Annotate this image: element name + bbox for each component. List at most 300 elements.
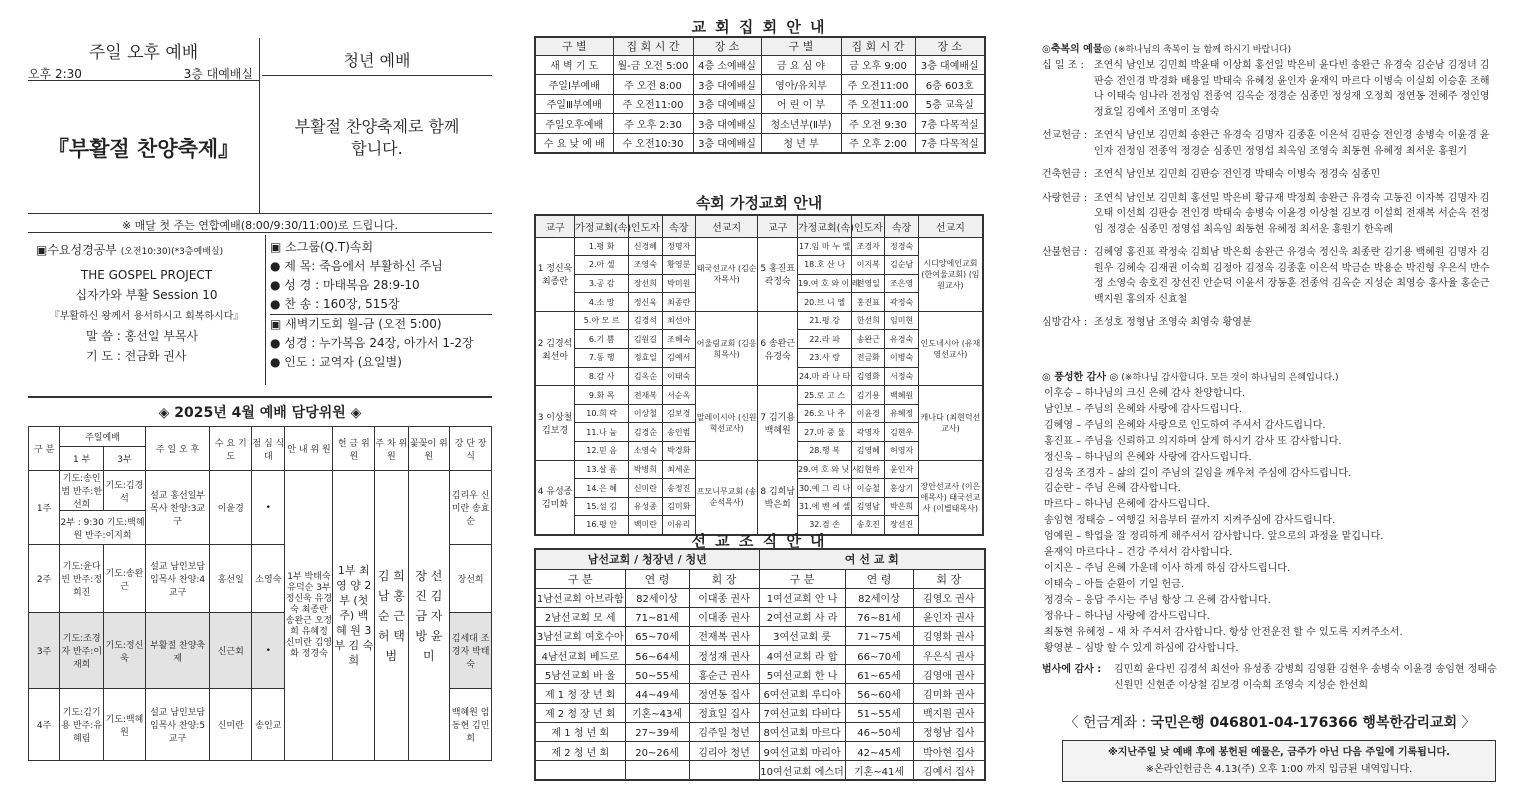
table-cell: 이유리 (662, 516, 695, 535)
table-cell: 김현하 (852, 460, 885, 479)
table-cell: 김미화 (662, 497, 695, 516)
table-cell: 청소년부(Ⅱ부) (761, 114, 841, 134)
table-cell: 최종란 (662, 293, 695, 312)
table-cell: 어 린 이 부 (761, 94, 841, 114)
table-cell: 이상철 (629, 404, 662, 423)
table-cell: 주 오전11:00 (613, 94, 693, 114)
table-cell: 최세운 (662, 460, 695, 479)
table-cell: 전금화 (852, 349, 885, 368)
offering-label: 십 일 조 : (1042, 60, 1084, 71)
thanks-item: 홍진표 – 주님을 신뢰하고 의지하며 살게 하시기 감사 또 감사합니다. (1044, 435, 1342, 447)
duty-cell: 김세대 조경자 박태숙 (450, 613, 492, 689)
table-cell: 2남선교회 모 세 (535, 607, 625, 626)
table-cell: 4층 소예배실 (693, 55, 761, 75)
table-cell: 2여선교회 사 라 (759, 607, 845, 626)
thanks-subtitle: (※하나님 감사합니다. 모든 것이 하나님의 은혜입니다.) (1121, 373, 1339, 383)
table-cell: 8.감 사 (575, 367, 629, 386)
offering-names: 김혜영 홍진표 곽정숙 김희남 박은희 송완근 유경숙 정신욱 최종란 김기용 백혜원 김명자 김원우 김혜숙 김재권 이숙희 김정아 김정옥 김종훈 이은석 박금순 박용순 박진형 우은식 반수정 소영숙 송호진 장선진 안순덕 이윤서 장동훈 전종억 김옥순 지성순 최영승 홍사율 홍순근 백지원 홍의자 신효철 (1094, 247, 1490, 305)
table-cell: 6.기 쁨 (575, 330, 629, 349)
duty-cell: 장선희 (450, 545, 492, 613)
table-cell: 전재복 (629, 386, 662, 405)
thanks-item: 최동현 유혜정 – 새 차 주셔서 감사합니다. 항상 안전운전 할 수 있도록 지켜주소서. (1044, 626, 1403, 638)
table-cell: 정효일 (629, 349, 662, 368)
table-cell: 주 오후 2:30 (613, 114, 693, 134)
thanks-item: 이태숙 – 아들 순환이 기일 헌금. (1044, 578, 1184, 590)
table-cell: 여 선 교 회 (759, 549, 985, 569)
table-cell: 1여선교회 안 나 (759, 588, 845, 607)
duty-cell: • (252, 613, 285, 689)
table-cell: 구 별 (535, 37, 613, 55)
table-cell: 김영애 권사 (913, 665, 985, 684)
offering-row (1042, 245, 1497, 307)
wed-line3: 『부활하신 왕께서 용서하시고 회복하시다』 (49, 311, 244, 322)
table-cell: 소영숙 (629, 442, 662, 461)
table-cell: 3층 대예배실 (693, 75, 761, 95)
table-cell: 장선진 (885, 516, 918, 535)
dawn-lead: ● 인도 : 교역자 (요일별) (270, 355, 402, 369)
table-cell: 이태숙 (662, 367, 695, 386)
table-cell: 7 김기용 백혜원 (758, 386, 798, 460)
duty-header: 3부 (104, 447, 146, 471)
table-cell: 주일오후예배 (535, 114, 613, 134)
thanks-item: 마르다 – 하나님 은혜에 감사드립니다. (1044, 499, 1210, 511)
week-1: 1주 (29, 471, 60, 545)
dawn-title: ▣ 새벽기도회 월-금 (오전 5:00) (270, 317, 442, 331)
table-cell: 선교지 (918, 215, 983, 237)
duty-cell: 기도:송완근 (104, 545, 146, 613)
table-cell: 이병숙 (885, 349, 918, 368)
table-cell: 전재복 권사 (689, 626, 759, 645)
table-cell: 정형남 집사 (913, 722, 985, 741)
duty-cell: 김리우 신미란 송효순 (450, 471, 492, 545)
table-cell: 56~60세 (845, 684, 913, 703)
table-cell: 월-금 오전 5:00 (613, 55, 693, 75)
offering-row (1042, 167, 1497, 183)
table-cell: 김원길 (629, 330, 662, 349)
wed-pray: 기 도 : 전금화 권사 (86, 349, 187, 363)
table-cell: 3층 대예배실 (693, 114, 761, 134)
table-cell: 조경자 (852, 237, 885, 256)
table-cell: 김리아 청년 (689, 742, 759, 761)
duty-cell: 기도:정신욱 (104, 613, 146, 689)
table-cell: 46~50세 (845, 722, 913, 741)
table-cell: 장 소 (915, 37, 985, 55)
table-cell: 새 벽 기 도 (535, 55, 613, 75)
table-cell: 김영화 권사 (913, 626, 985, 645)
table-cell: 65~70세 (625, 626, 689, 645)
thanks-item: 김순란 – 주님 은혜 감사합니다. (1044, 483, 1181, 495)
table-cell: 7여선교회 다비다 (759, 703, 845, 722)
table-cell: 김영화 (852, 367, 885, 386)
table-cell: 이대종 권사 (689, 588, 759, 607)
table-cell: 청 년 부 (761, 133, 841, 153)
table-cell: 김현우 (885, 423, 918, 442)
table-cell: 허영자 (885, 442, 918, 461)
table-cell: 20.브 니 엘 (797, 293, 851, 312)
table-cell: 홍상기 (885, 479, 918, 498)
table-cell: 송인범 (662, 423, 695, 442)
bapsa-text: 김민희 윤다빈 김경석 최선아 유성종 강병희 김영환 김현우 송병숙 이윤경 송임현 정태승 신원민 신현준 이상철 김보경 이숙희 조영숙 지성순 한선희 (1114, 664, 1497, 691)
duty-header: 주 차 위 원 (375, 427, 408, 471)
table-cell: 김순남 (885, 256, 918, 275)
table-cell: 정성재 권사 (689, 646, 759, 665)
table-cell: 송완근 (852, 330, 885, 349)
account-line (1060, 712, 1480, 732)
usher-cell: 1부 박태숙 유덕순 3부 정신욱 유경숙 최종란 송완근 오정희 유혜정 신미란 김영화 정경숙 (285, 471, 333, 761)
table-cell: 주 오전11:00 (841, 75, 915, 95)
table-cell: 백혜원 (885, 386, 918, 405)
table-cell: 71~81세 (625, 607, 689, 626)
table-cell: 8여선교회 마르다 (759, 722, 845, 741)
thanks-item: 황영분 – 심방 할 수 있게 하심에 감사합니다. (1044, 642, 1239, 654)
duty-cell: 부활절 찬양축제 (145, 613, 210, 689)
table-cell: 42~45세 (845, 742, 913, 761)
pm-worship-title: 주일 오후 예배 (88, 43, 199, 63)
table-cell: 유성종 (629, 497, 662, 516)
account-prefix: 〈 헌금계좌 : (1064, 715, 1151, 731)
table-cell: 집 회 시 간 (841, 37, 915, 55)
offering-list (1042, 58, 1497, 339)
duty-header: 꽃꽂이 위원 (408, 427, 450, 471)
offering-row (1042, 315, 1497, 331)
duty-cell: 설교 남인보담임목사 찬양:4교구 (145, 545, 210, 613)
account-number: 국민은행 046801-04-176366 행복한감리교회 (1150, 715, 1458, 731)
bapsa-row (1042, 662, 1497, 694)
table-cell: 16.평 안 (575, 516, 629, 535)
table-cell: 8 김희남 박은희 (758, 460, 798, 534)
qt-bible: ● 성 경 : 마태복음 28:9-10 (270, 278, 420, 292)
duty-header: 점 심 식 대 (252, 427, 285, 471)
qt-subject: ● 제 목: 죽음에서 부활하신 주님 (270, 259, 443, 273)
table-cell: 말레이시아 (신원혁선교사) (695, 386, 758, 460)
table-cell: 4.소 망 (575, 293, 629, 312)
table-cell: 남선교회 / 청장년 / 청년 (535, 549, 759, 569)
week-3: 3주 (29, 613, 60, 689)
table-cell: 26.오 나 주 (797, 404, 851, 423)
table-cell: 31.에 벤 에 셀 (797, 497, 851, 516)
table-cell: 3층 대예배실 (693, 94, 761, 114)
duty-header: 구 분 (29, 427, 60, 471)
table-cell: 김영남 (852, 497, 885, 516)
table-cell: 속장 (662, 215, 695, 237)
youth-title: 청년 예배 (343, 51, 411, 70)
table-cell: 금 오후 9:00 (841, 55, 915, 75)
table-cell: 기혼~43세 (625, 703, 689, 722)
park-cell: 김 희 남 홍 순 근 허 택 범 (375, 471, 408, 761)
offering-names: 조연식 남인보 김민희 송완근 유경숙 김명자 김종훈 이은석 김판승 전인경 송병숙 이윤경 윤인자 전정임 전종억 정경순 심종민 정영섭 최옥임 조영숙 최동현 유혜정 최서운 홍원기 (1094, 130, 1490, 157)
table-cell (625, 761, 689, 780)
table-cell: 조영숙 (629, 256, 662, 275)
table-cell: 정연동 집사 (689, 684, 759, 703)
thanks-item: 정신욱 – 하나님의 은혜와 사랑에 감사드립니다. (1044, 451, 1252, 463)
table-cell: 임미현 (885, 311, 918, 330)
table-cell: 3층 대예배실 (915, 55, 985, 75)
table-cell: 19.여 호 와 이 레 (797, 274, 851, 293)
table-cell: 4여선교회 라 합 (759, 646, 845, 665)
pm-place: 3층 대예배실 (183, 67, 253, 81)
festival-title: 『부활절 찬양축제』 (47, 137, 240, 161)
table-cell: 장선희 (629, 274, 662, 293)
table-cell: 6층 603호 (915, 75, 985, 95)
table-cell: 12.믿 음 (575, 442, 629, 461)
wed-line2: 십자가와 부활 Session 10 (75, 288, 218, 302)
table-cell: 23.사 랑 (797, 349, 851, 368)
table-cell: 56~64세 (625, 646, 689, 665)
table-cell: 76~81세 (845, 607, 913, 626)
table-cell: 3층 대예배실 (693, 133, 761, 153)
table-cell (535, 761, 625, 780)
table-cell: 11.나 눔 (575, 423, 629, 442)
week-2: 2주 (29, 545, 60, 613)
duty-cell: 기도:김기용 반주:유혜림 (60, 689, 104, 761)
table-cell: 조은영 (885, 274, 918, 293)
table-cell: 21.평 강 (797, 311, 851, 330)
notice-1: ※지난주일 낮 예배 후에 봉헌된 예물은, 금주가 아닌 다음 주일에 기록됩니다. (1108, 747, 1450, 758)
table-cell: 백지원 권사 (913, 703, 985, 722)
table-cell: 김옥순 (629, 367, 662, 386)
offering-names: 조연식 남인보 김민희 김판승 전인경 박태숙 이병숙 정경숙 심종민 (1094, 169, 1381, 180)
table-cell: 제 2 청 년 회 (535, 742, 625, 761)
table-cell: 한선희 (852, 311, 885, 330)
table-cell: 박경화 (662, 442, 695, 461)
wed-line1: THE GOSPEL PROJECT (80, 268, 213, 282)
table-cell: 구 분 (759, 569, 845, 588)
thanks-title: ◎ 풍성한 감사 ◎ (1042, 372, 1119, 383)
duty-cell: 설교 남인보담임목사 찬양:5교구 (145, 689, 210, 761)
table-cell: 김주일 청년 (689, 722, 759, 741)
table-cell: 이지복 (852, 256, 885, 275)
table-cell: 5남선교회 바 울 (535, 665, 625, 684)
table-cell: 주 오전 9:30 (841, 114, 915, 134)
table-cell: 우은식 권사 (913, 646, 985, 665)
table-cell: 금 요 심 야 (761, 55, 841, 75)
duty-cell: 2부 : 9:30 기도:백혜원 반주:이지희 (60, 511, 146, 545)
offering-label: 건축헌금 : (1042, 169, 1088, 180)
table-cell: 김예서 (662, 349, 695, 368)
table-cell: 1.평 화 (575, 237, 629, 256)
table-cell: 17.임 마 누 엘 (797, 237, 851, 256)
table-cell: 18.호 산 나 (797, 256, 851, 275)
duty-cell: 기도:김경석 (104, 471, 146, 511)
table-cell: 제 2 청 장 년 회 (535, 703, 625, 722)
table-cell: 32.겸 손 (797, 516, 851, 535)
duty-title: ◈ 2025년 4월 예배 담당위원 ◈ (28, 396, 492, 422)
table-cell: 김예서 집사 (913, 761, 985, 780)
table-cell: 어울림교회 (김응희목사) (695, 311, 758, 385)
table-cell: 82세이상 (845, 588, 913, 607)
table-cell: 1 정신욱 최종란 (535, 237, 575, 311)
pm-time: 오후 2:30 (28, 67, 82, 81)
account-suffix: 〉 (1457, 715, 1476, 731)
offering-names: 조성호 정형남 조영숙 최영숙 황영분 (1094, 317, 1252, 328)
table-cell: 홍진표 (852, 293, 885, 312)
duty-cell: 신근회 (210, 613, 252, 689)
table-cell: 주 오전 8:00 (613, 75, 693, 95)
table-cell: 이대종 권사 (689, 607, 759, 626)
pm-worship-box (28, 38, 260, 213)
table-cell: 김기용 (852, 386, 885, 405)
table-cell: 김경순 (629, 423, 662, 442)
table-cell: 4 유성종 김미화 (535, 460, 575, 534)
table-cell: 속장 (885, 215, 918, 237)
table-cell: 이승철 (852, 479, 885, 498)
table-cell: 가정교회(속) (575, 215, 629, 237)
table-cell: 박은희 (885, 497, 918, 516)
table-cell: 2.아 셀 (575, 256, 629, 275)
table-cell: 3남선교회 여호수아 (535, 626, 625, 645)
table-cell: 구 별 (761, 37, 841, 55)
offering-row (1042, 191, 1497, 238)
table-cell: 연 령 (845, 569, 913, 588)
table-cell: 서정숙 (885, 367, 918, 386)
thanks-item: 송임현 정태승 – 여행길 처음부터 끝까지 지켜주심에 감사드립니다. (1044, 515, 1336, 527)
thanks-item: 이후승 – 하나님의 크신 은혜 감사 찬양합니다. (1044, 388, 1246, 399)
duty-header: 주 일 오 후 (145, 427, 210, 471)
table-cell: 박미원 (662, 274, 695, 293)
table-cell: 주일Ⅲ부예배 (535, 94, 613, 114)
duty-cell: 이윤경 (210, 471, 252, 545)
duty-table (28, 426, 492, 761)
table-cell: 61~65세 (845, 665, 913, 684)
table-cell: 선교지 (695, 215, 758, 237)
duty-cell: 기도:백혜원 (104, 689, 146, 761)
thanks-item: 김혜영 – 주님의 은혜와 사랑으로 인도하여 주셔서 감사드립니다. (1044, 419, 1326, 431)
table-cell: 27~39세 (625, 722, 689, 741)
table-cell: 인도네시아 (유재영선교사) (918, 311, 983, 385)
table-cell: 1남선교회 아브라함 (535, 588, 625, 607)
table-cell: 정신욱 (629, 293, 662, 312)
table-cell: 주 오전11:00 (841, 94, 915, 114)
table-cell: 신미란 (629, 479, 662, 498)
table-cell: 신경혜 (629, 237, 662, 256)
meeting-table (534, 36, 986, 154)
table-cell: 조혜숙 (662, 330, 695, 349)
duty-cell: 기도:윤다빈 반주:정희진 (60, 545, 104, 613)
table-cell: 10여선교회 에스더 (759, 761, 845, 780)
table-cell: 태국선교사 (김순자목사) (695, 237, 758, 311)
table-cell: 82세이상 (625, 588, 689, 607)
table-cell: 44~49세 (625, 684, 689, 703)
table-cell: 프모니무교회 (송순석목사) (695, 460, 758, 534)
table-cell: 전영일 (852, 274, 885, 293)
org-title: 선 교 조 직 안 내 (691, 532, 827, 550)
table-cell: 5여선교회 한 나 (759, 665, 845, 684)
thanks-item: 김성욱 조경자 – 삶의 길이 주님의 길임을 깨우쳐 주심에 감사드립니다. (1044, 467, 1352, 479)
home-title: 속회 가정교회 안내 (695, 194, 823, 212)
thanks-item: 정경숙 – 응답 주시는 주님 항상 그 은혜 감사합니다. (1044, 594, 1271, 606)
table-cell: 주일Ⅰ부예배 (535, 75, 613, 95)
table-cell: 정경숙 (885, 237, 918, 256)
duty-cell: 송인교 (252, 689, 285, 761)
table-cell: 주 오후 2:00 (841, 133, 915, 153)
duty-cell: 기도:조경자 반주:이재희 (60, 613, 104, 689)
table-cell: 정효일 집사 (689, 703, 759, 722)
table-cell: 66~70세 (845, 646, 913, 665)
table-cell: 이윤경 (852, 404, 885, 423)
table-cell: 김보경 (662, 404, 695, 423)
table-cell: 회 장 (913, 569, 985, 588)
table-cell: 22.라 파 (797, 330, 851, 349)
thanks-item: 정유나 – 하나님 사랑에 감사드립니다. (1044, 610, 1210, 622)
table-cell: 서순옥 (662, 386, 695, 405)
duty-cell: 소영숙 (252, 545, 285, 613)
table-cell: 9여선교회 마리아 (759, 742, 845, 761)
table-cell: 황영분 (662, 256, 695, 275)
table-cell: 김영혜 (852, 442, 885, 461)
table-cell: 5층 교육실 (915, 94, 985, 114)
table-cell: 정명자 (662, 237, 695, 256)
wed-preach: 말 씀 : 홍선일 부목사 (86, 329, 199, 343)
table-cell: 27.마 중 물 (797, 423, 851, 442)
table-cell: 유경숙 (885, 330, 918, 349)
offering-label: 선교헌금 : (1042, 130, 1088, 141)
table-cell: 6여선교회 루디아 (759, 684, 845, 703)
table-cell: 윤인자 권사 (913, 607, 985, 626)
table-cell: 연 령 (625, 569, 689, 588)
table-cell: 2 김경석 최선아 (535, 311, 575, 385)
table-cell (689, 761, 759, 780)
table-cell: 집 회 시 간 (613, 37, 693, 55)
table-cell: 수 오전10:30 (613, 133, 693, 153)
table-cell: 제 1 청 년 회 (535, 722, 625, 741)
duty-header: 수 요 기 도 (210, 427, 252, 471)
notice-2: ※온라인헌금은 4.13(주) 오후 1:00 까지 입금된 내역입니다. (1145, 764, 1413, 775)
qt-box (270, 235, 492, 385)
offering-notice-box (1062, 740, 1496, 782)
offering-label: 사랑헌금 : (1042, 192, 1088, 204)
home-church-table (534, 214, 984, 536)
table-cell: 제 1 청 장 년 회 (535, 684, 625, 703)
offering-label: 산불헌금 : (1042, 247, 1088, 258)
table-cell: 인도자 (852, 215, 885, 237)
table-cell: 곽명자 (852, 423, 885, 442)
thanks-list (1044, 386, 1504, 656)
table-cell: 기혼~41세 (845, 761, 913, 780)
duty-cell: 백혜원 엄동현 김민희 (450, 689, 492, 761)
duty-cell: 설교 홍선일부목사 찬양:3교구 (145, 471, 210, 545)
offering-label: 심방감사 : (1042, 317, 1088, 328)
table-cell: 박아현 집사 (913, 742, 985, 761)
table-cell: 인도자 (629, 215, 662, 237)
table-cell: 구 분 (535, 569, 625, 588)
youth-worship-box (262, 38, 492, 213)
thanks-item: 남인보 – 주님의 은혜와 사랑에 감사드립니다. (1044, 403, 1242, 415)
dawn-bible: ● 성경 : 누가복음 24장, 아가서 1-2장 (270, 336, 474, 350)
duty-header: 주일예배 (60, 427, 146, 447)
bless-title: ◎축복의 예물◎ (1042, 44, 1112, 55)
wed-title: ▣수요성경공부 (36, 243, 117, 257)
table-cell: 28.행 복 (797, 442, 851, 461)
duty-cell: 홍선일 (210, 545, 252, 613)
duty-header: 안 내 위 원 (285, 427, 333, 471)
duty-header: 헌 금 위 원 (333, 427, 375, 471)
union-note: ※ 매달 첫 주는 연합예배(8:00/9:30/11:00)로 드립니다. (28, 213, 492, 233)
wed-study-box (28, 235, 266, 385)
table-cell: 7층 다목적실 (915, 133, 985, 153)
offering-names: 조연식 남인보 김민희 홍선일 박은비 황규재 박정희 송완근 유경숙 고동진 이자복 김명자 김오태 이선희 김판승 전인경 박태숙 송병숙 이윤경 이상철 김보경 이설희 전재복 서순옥 전정임 정경순 심종민 정영섭 최옥임 최동현 유혜정 최서운 홍원기 한옥례 (1094, 192, 1490, 235)
table-cell: 회 장 (689, 569, 759, 588)
table-cell: 4남선교회 베드로 (535, 646, 625, 665)
thanks-item: 엄예린 – 학업을 잘 정리하게 해주셔서 감사합니다. 앞으로의 과정을 맡깁니다. (1044, 531, 1384, 543)
table-cell: 유혜정 (885, 404, 918, 423)
table-cell: 김미화 권사 (913, 684, 985, 703)
table-cell: 14.은 혜 (575, 479, 629, 498)
table-cell: 50~55세 (625, 665, 689, 684)
table-cell: 30.예 그 리 나 (797, 479, 851, 498)
bapsa-label: 범사에 감사 : (1042, 664, 1102, 675)
bless-subtitle: (※하나님의 축복이 늘 함께 하시기 바랍니다) (1114, 45, 1292, 55)
table-cell: 7.동 행 (575, 349, 629, 368)
